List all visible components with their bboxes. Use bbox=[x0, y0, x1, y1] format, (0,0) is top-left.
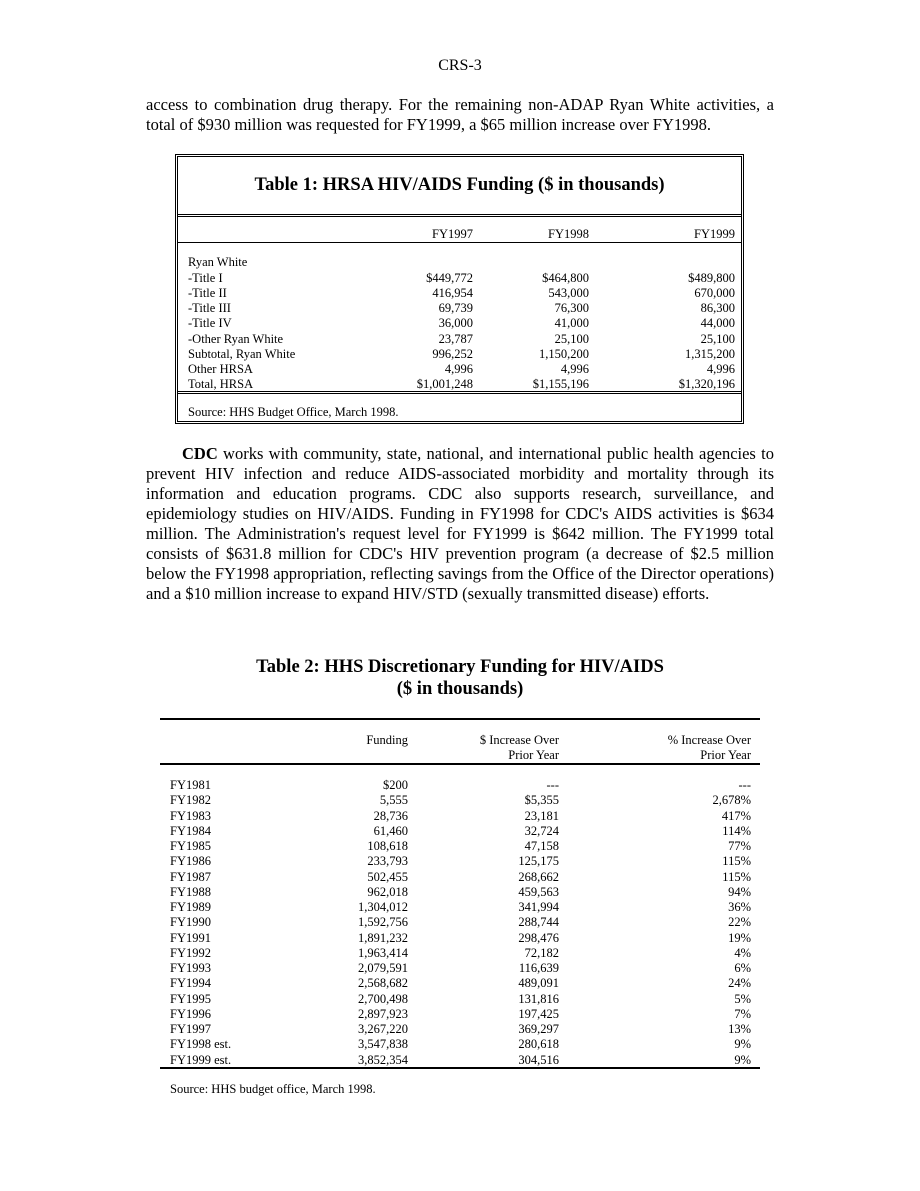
table1-title: Table 1: HRSA HIV/AIDS Funding ($ in thousands) bbox=[254, 175, 665, 195]
table2-row-year: FY1992 bbox=[170, 945, 211, 960]
cdc-lead-word: CDC bbox=[182, 444, 218, 463]
table2-row-year: FY1990 bbox=[170, 915, 211, 930]
table2-row-year: FY1996 bbox=[170, 1006, 211, 1021]
table2-cell-pct-increase: --- bbox=[738, 778, 751, 792]
table2-cell-dollar-increase: 341,994 bbox=[518, 900, 559, 914]
table2-cell-dollar-increase: 369,297 bbox=[518, 1022, 559, 1036]
table2-cell-dollar-increase: 131,816 bbox=[518, 991, 559, 1006]
table2-cell-dollar-increase: 32,724 bbox=[524, 823, 559, 838]
table1-cell-fy1997: $1,001,248 bbox=[416, 377, 473, 392]
table2-header-rule bbox=[160, 763, 760, 765]
table1-cell-fy1998: 1,150,200 bbox=[539, 346, 589, 361]
table2-row-year: FY1983 bbox=[170, 808, 211, 823]
table2-title bbox=[0, 656, 920, 700]
table2-cell-dollar-increase: 288,744 bbox=[518, 915, 559, 930]
table2-row-year: FY1987 bbox=[170, 869, 211, 884]
table2-cell-funding: 3,267,220 bbox=[358, 1022, 408, 1036]
table2-cell-pct-increase: 5% bbox=[734, 991, 751, 1006]
table1-cell-fy1997: $449,772 bbox=[426, 270, 473, 285]
table2-row-year: FY1988 bbox=[170, 884, 211, 899]
table2-title-line2: ($ in thousands) bbox=[396, 679, 524, 699]
table1-cell-fy1998: 4,996 bbox=[560, 362, 589, 376]
table2-cell-pct-increase: 13% bbox=[728, 1022, 751, 1036]
table2-cell-funding: 2,897,923 bbox=[358, 1006, 408, 1021]
table1-cell-fy1999: 86,300 bbox=[700, 301, 735, 315]
table2-cell-funding: 3,547,838 bbox=[358, 1037, 408, 1052]
table2-cell-dollar-increase: 197,425 bbox=[518, 1006, 559, 1021]
table1-col-header-fy1999: FY1999 bbox=[694, 227, 735, 241]
table2-cell-pct-increase: 6% bbox=[734, 961, 751, 975]
table2-header-dollar-increase bbox=[480, 733, 559, 764]
table2-cell-funding: 2,079,591 bbox=[358, 961, 408, 975]
table2-cell-pct-increase: 36% bbox=[728, 900, 751, 914]
table2-row-year: FY1984 bbox=[170, 823, 211, 838]
table2-title-line1: Table 2: HHS Discretionary Funding for HIV/AIDS bbox=[256, 657, 664, 677]
table2-row-year: FY1989 bbox=[170, 900, 211, 914]
table1-footer-divider bbox=[178, 391, 741, 394]
table1-cell-fy1997: 4,996 bbox=[444, 362, 473, 376]
table2-cell-dollar-increase: 459,563 bbox=[518, 884, 559, 899]
table2-header-pct-increase bbox=[668, 733, 751, 764]
table2-cell-dollar-increase: 116,639 bbox=[518, 961, 559, 975]
table2-cell-funding: 1,592,756 bbox=[358, 915, 408, 930]
table2-cell-dollar-increase: 298,476 bbox=[518, 930, 559, 945]
table2-cell-pct-increase: 77% bbox=[728, 839, 751, 853]
table1-cell-fy1997: 69,739 bbox=[438, 301, 473, 315]
table2-cell-funding: 502,455 bbox=[367, 869, 408, 884]
table2-row-year: FY1998 est. bbox=[170, 1037, 232, 1052]
table2-cell-pct-increase: 115% bbox=[722, 869, 751, 884]
hrsa-funding-table bbox=[175, 154, 744, 424]
table2-cell-dollar-increase: 125,175 bbox=[518, 854, 559, 869]
table2-header-dollar-increase-line1: $ Increase Over bbox=[479, 733, 559, 747]
table1-cell-fy1998: $464,800 bbox=[542, 270, 589, 285]
table2-row-year: FY1991 bbox=[170, 930, 211, 945]
table2-cell-pct-increase: 94% bbox=[728, 884, 751, 899]
table2-cell-pct-increase: 7% bbox=[734, 1006, 751, 1021]
table1-cell-fy1999: 25,100 bbox=[700, 331, 735, 346]
table1-row-label: Other HRSA bbox=[188, 362, 253, 376]
table1-cell-fy1998: 76,300 bbox=[554, 301, 589, 315]
table2-row-year: FY1994 bbox=[170, 976, 211, 991]
table2-cell-funding: 1,304,012 bbox=[358, 900, 408, 914]
page-header: CRS-3 bbox=[438, 57, 482, 74]
table2-row-year: FY1986 bbox=[170, 854, 211, 869]
table2-cell-pct-increase: 22% bbox=[728, 915, 751, 930]
table2-header-funding: Funding bbox=[366, 733, 408, 747]
table2-cell-funding: $200 bbox=[383, 778, 408, 792]
table1-cell-fy1997: 23,787 bbox=[438, 331, 473, 346]
table1-cell-fy1998: $1,155,196 bbox=[532, 377, 589, 392]
table1-header-divider bbox=[178, 242, 741, 243]
table1-cell-fy1999: 670,000 bbox=[694, 285, 735, 300]
table2-cell-pct-increase: 9% bbox=[734, 1037, 751, 1052]
table1-cell-fy1997: 996,252 bbox=[432, 346, 473, 361]
table2-cell-funding: 28,736 bbox=[373, 808, 408, 823]
table2-bottom-rule bbox=[160, 1067, 760, 1069]
table2-cell-pct-increase: 4% bbox=[734, 945, 751, 960]
table2-cell-dollar-increase: 268,662 bbox=[518, 869, 559, 884]
intro-paragraph: access to combination drug therapy. For the remaining non-ADAP Ryan White activities, a total of $930 million was requested for FY1999, a $65 million increase over FY1998. bbox=[146, 95, 774, 134]
table2-cell-dollar-increase: 304,516 bbox=[518, 1052, 559, 1067]
table2-cell-pct-increase: 2,678% bbox=[712, 793, 751, 808]
table1-row-label: -Other Ryan White bbox=[188, 331, 284, 346]
table1-cell-fy1999: $489,800 bbox=[688, 270, 735, 285]
cdc-paragraph-text: works with community, state, national, and international public health agencies to prevent HIV infection and reduce AIDS-associated morbidity and mortality through its information and education programs. CDC also supports research, surveillance, and epidemiology studies on HIV/AIDS. Funding in FY1998 for CDC's AIDS activities is $634 million. The Administration's request level for FY1999 is $642 million. The FY1999 total consists of $631.8 million for CDC's HIV prevention program (a decrease of $2.5 million below the FY1998 appropriation, reflecting savings from the Office of the Director operations) and a $10 million increase to expand HIV/STD (sexually transmitted disease) efforts. bbox=[146, 444, 774, 603]
table2-row-year: FY1981 bbox=[170, 778, 211, 792]
table2-cell-dollar-increase: 280,618 bbox=[518, 1037, 559, 1052]
table1-cell-fy1997: 416,954 bbox=[432, 285, 473, 300]
table2-cell-pct-increase: 114% bbox=[722, 823, 751, 838]
table1-row-label: -Title IV bbox=[188, 316, 232, 331]
table2-row-year: FY1995 bbox=[170, 991, 211, 1006]
table2-header-dollar-increase-line2: Prior Year bbox=[508, 748, 559, 763]
table2-cell-pct-increase: 115% bbox=[722, 854, 751, 869]
table1-row-label: -Title III bbox=[188, 301, 231, 315]
table2-cell-funding: 108,618 bbox=[367, 839, 408, 853]
table2-cell-funding: 1,963,414 bbox=[358, 945, 408, 960]
table1-row-label: Total, HRSA bbox=[188, 377, 254, 392]
table1-col-header-fy1998: FY1998 bbox=[548, 227, 589, 241]
table2-cell-funding: 5,555 bbox=[379, 793, 408, 808]
table2-cell-dollar-increase: 72,182 bbox=[524, 945, 559, 960]
table2-cell-funding: 2,568,682 bbox=[358, 976, 408, 991]
table2-top-rule bbox=[160, 718, 760, 720]
table1-cell-fy1998: 41,000 bbox=[554, 316, 589, 331]
table1-section-label: Ryan White bbox=[188, 255, 248, 269]
table1-cell-fy1997: 36,000 bbox=[438, 316, 473, 331]
table2-cell-funding: 962,018 bbox=[367, 884, 408, 899]
table2-row-year: FY1993 bbox=[170, 961, 211, 975]
table1-col-header-fy1997: FY1997 bbox=[432, 227, 473, 241]
table2-row-year: FY1999 est. bbox=[170, 1052, 232, 1067]
table2-cell-pct-increase: 24% bbox=[728, 976, 751, 991]
table2-cell-funding: 233,793 bbox=[367, 854, 408, 869]
table2-cell-dollar-increase: 23,181 bbox=[524, 808, 559, 823]
table2-cell-funding: 3,852,354 bbox=[358, 1052, 408, 1067]
table2-header-pct-increase-line2: Prior Year bbox=[700, 748, 751, 763]
table2-source: Source: HHS budget office, March 1998. bbox=[170, 1082, 376, 1096]
table1-cell-fy1998: 543,000 bbox=[548, 285, 589, 300]
table1-row-label: Subtotal, Ryan White bbox=[188, 346, 296, 361]
table1-cell-fy1998: 25,100 bbox=[554, 331, 589, 346]
table1-cell-fy1999: 1,315,200 bbox=[685, 346, 735, 361]
table1-title-divider bbox=[178, 214, 741, 217]
table1-source: Source: HHS Budget Office, March 1998. bbox=[188, 405, 399, 419]
table1-cell-fy1999: $1,320,196 bbox=[678, 377, 735, 392]
table2-row-year: FY1982 bbox=[170, 793, 211, 808]
table2-row-year: FY1997 bbox=[170, 1022, 211, 1036]
table1-row-label: -Title II bbox=[188, 285, 227, 300]
table2-cell-pct-increase: 417% bbox=[721, 808, 751, 823]
table2-cell-pct-increase: 19% bbox=[728, 930, 751, 945]
table2-cell-pct-increase: 9% bbox=[734, 1052, 751, 1067]
table2-cell-funding: 2,700,498 bbox=[358, 991, 408, 1006]
table2-cell-dollar-increase: --- bbox=[546, 778, 559, 792]
table2-row-year: FY1985 bbox=[170, 839, 211, 853]
table2-cell-dollar-increase: 489,091 bbox=[518, 976, 559, 991]
table1-cell-fy1999: 44,000 bbox=[700, 316, 735, 331]
table2-cell-dollar-increase: $5,355 bbox=[524, 793, 559, 808]
table2-cell-funding: 61,460 bbox=[373, 823, 408, 838]
table1-cell-fy1999: 4,996 bbox=[706, 362, 735, 376]
table1-row-label: -Title I bbox=[188, 270, 223, 285]
table2-cell-dollar-increase: 47,158 bbox=[524, 839, 559, 853]
cdc-paragraph bbox=[146, 444, 774, 604]
table2-header-pct-increase-line1: % Increase Over bbox=[667, 733, 751, 747]
table2-cell-funding: 1,891,232 bbox=[358, 930, 408, 945]
